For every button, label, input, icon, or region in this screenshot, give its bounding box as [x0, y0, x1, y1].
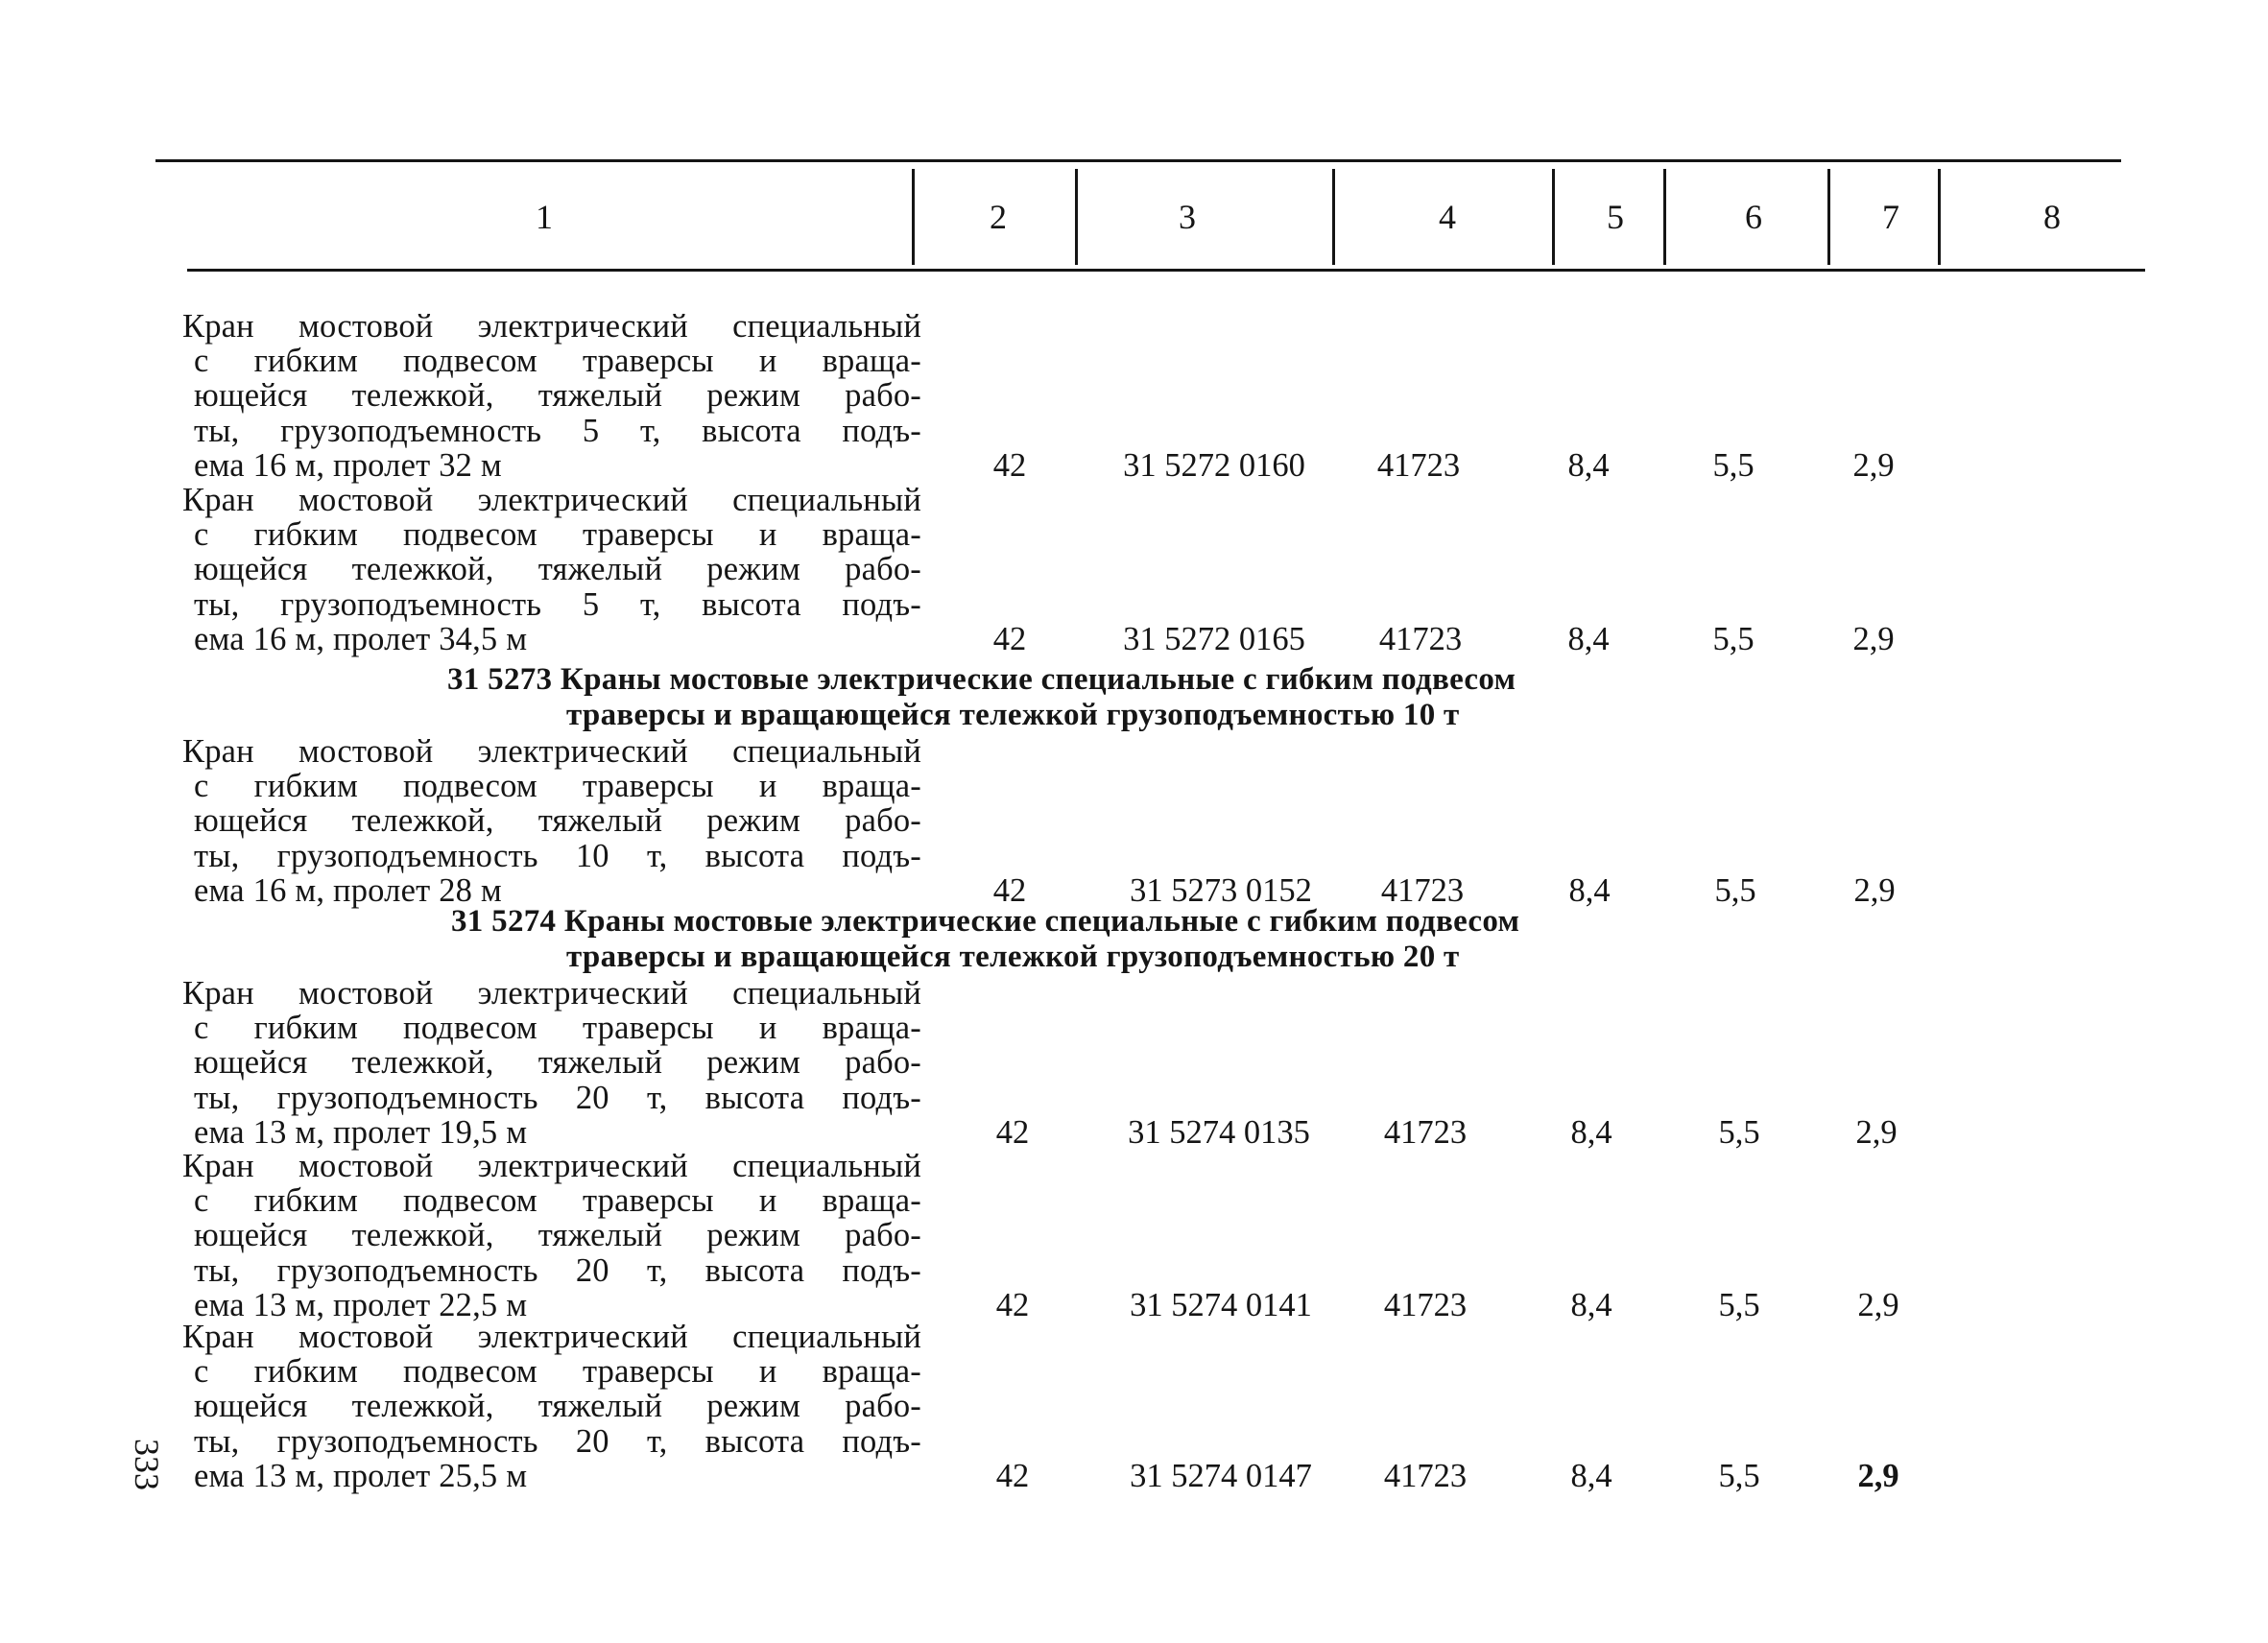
table-row-description [182, 976, 921, 1150]
table-cell-col4: 41723 [1380, 872, 1465, 909]
table-cell-col4: 41723 [1383, 1458, 1468, 1494]
description-line: ема 16 м, пролет 28 м [194, 871, 502, 909]
header-separator [1552, 169, 1555, 265]
table-row-description [182, 1320, 921, 1493]
group-heading-line: 31 5273 Краны мостовые электрические специальные с гибким подвесом [447, 662, 1516, 697]
table-cell-col6: 5,5 [1714, 872, 1756, 909]
table-cell-col3: 31 5274 0135 [1128, 1114, 1310, 1151]
table-cell-col4: 41723 [1383, 1287, 1468, 1323]
header-top-rule [155, 159, 2121, 162]
table-cell-col7: 2,9 [1853, 872, 1896, 909]
description-line: ема 13 м, пролет 25,5 м [194, 1457, 528, 1494]
description-line: с гибким подвесом траверсы и враща- [194, 516, 921, 554]
table-cell-col2: 42 [995, 1114, 1030, 1151]
header-col-2: 2 [990, 198, 1007, 236]
table-cell-col5: 8,4 [1567, 621, 1610, 657]
description-line: с гибким подвесом траверсы и враща- [194, 1353, 921, 1391]
description-line: ющейся тележкой, тяжелый режим рабо- [194, 802, 921, 840]
table-cell-col6: 5,5 [1718, 1287, 1760, 1323]
description-line: ты, грузоподъемность 10 т, высота подъ- [194, 837, 921, 874]
table-cell-col7: 2,9 [1857, 1287, 1899, 1323]
table-cell-col7: 2,9 [1852, 621, 1895, 657]
table-cell-col2: 42 [992, 621, 1027, 657]
table-row-description [182, 734, 921, 908]
description-line: Кран мостовой электрический специальный [182, 1319, 921, 1355]
description-line: ющейся тележкой, тяжелый режим рабо- [194, 1044, 921, 1082]
table-cell-col7: 2,9 [1852, 447, 1895, 484]
description-line: ты, грузоподъемность 20 т, высота подъ- [194, 1251, 921, 1289]
table-cell-col6: 5,5 [1718, 1458, 1760, 1494]
table-cell-col2: 42 [992, 447, 1027, 484]
header-col-7: 7 [1882, 198, 1899, 236]
description-line: ема 13 м, пролет 19,5 м [194, 1113, 528, 1151]
page-number: 333 [128, 1439, 166, 1490]
table-cell-col7: 2,9 [1855, 1114, 1898, 1151]
table-cell-col5: 8,4 [1570, 1458, 1612, 1494]
group-heading-line: траверсы и вращающейся тележкой грузоподъемностью 20 т [566, 940, 1460, 974]
table-cell-col2: 42 [995, 1458, 1030, 1494]
table-row-description [182, 483, 921, 656]
description-line: ющейся тележкой, тяжелый режим рабо- [194, 1217, 921, 1254]
header-col-1: 1 [536, 198, 553, 236]
table-cell-col5: 8,4 [1568, 872, 1611, 909]
table-cell-col4: 41723 [1376, 447, 1461, 484]
description-line: ты, грузоподъемность 5 т, высота подъ- [194, 585, 921, 623]
table-row-description [182, 309, 921, 483]
description-line: ющейся тележкой, тяжелый режим рабо- [194, 1388, 921, 1425]
description-line: ющейся тележкой, тяжелый режим рабо- [194, 377, 921, 415]
table-cell-col4: 41723 [1378, 621, 1463, 657]
description-line: ема 13 м, пролет 22,5 м [194, 1286, 528, 1323]
header-col-4: 4 [1439, 198, 1456, 236]
description-line: Кран мостовой электрический специальный [182, 482, 921, 518]
table-cell-col5: 8,4 [1570, 1114, 1612, 1151]
table-cell-col3: 31 5273 0152 [1130, 872, 1312, 909]
table-cell-col3: 31 5272 0160 [1123, 447, 1305, 484]
table-cell-col7: 2,9 [1857, 1458, 1899, 1494]
header-separator [1938, 169, 1941, 265]
description-line: с гибким подвесом траверсы и враща- [194, 768, 921, 805]
table-cell-col6: 5,5 [1712, 447, 1755, 484]
table-cell-col3: 31 5274 0147 [1130, 1458, 1312, 1494]
description-line: Кран мостовой электрический специальный [182, 308, 921, 345]
header-col-6: 6 [1745, 198, 1762, 236]
description-line: с гибким подвесом траверсы и враща- [194, 1010, 921, 1047]
description-line: с гибким подвесом траверсы и враща- [194, 343, 921, 380]
table-cell-col3: 31 5272 0165 [1123, 621, 1305, 657]
header-separator [1075, 169, 1078, 265]
table-row-description [182, 1149, 921, 1322]
table-cell-col6: 5,5 [1712, 621, 1755, 657]
description-line: Кран мостовой электрический специальный [182, 1148, 921, 1184]
description-line: ты, грузоподъемность 5 т, высота подъ- [194, 412, 921, 449]
table-cell-col4: 41723 [1383, 1114, 1468, 1151]
header-col-5: 5 [1607, 198, 1624, 236]
table-cell-col5: 8,4 [1567, 447, 1610, 484]
description-line: ты, грузоподъемность 20 т, высота подъ- [194, 1422, 921, 1460]
group-heading-line: траверсы и вращающейся тележкой грузоподъемностью 10 т [566, 698, 1460, 732]
description-line: Кран мостовой электрический специальный [182, 733, 921, 770]
description-line: ты, грузоподъемность 20 т, высота подъ- [194, 1079, 921, 1116]
group-heading-line: 31 5274 Краны мостовые электрические специальные с гибким подвесом [451, 904, 1520, 939]
header-separator [1663, 169, 1666, 265]
description-line: Кран мостовой электрический специальный [182, 975, 921, 1012]
header-separator [912, 169, 915, 265]
header-separator [1332, 169, 1335, 265]
description-line: с гибким подвесом траверсы и враща- [194, 1182, 921, 1220]
description-line: ема 16 м, пролет 32 м [194, 446, 502, 484]
header-col-8: 8 [2043, 198, 2061, 236]
header-bottom-rule [187, 269, 2145, 272]
description-line: ющейся тележкой, тяжелый режим рабо- [194, 551, 921, 588]
table-cell-col3: 31 5274 0141 [1130, 1287, 1312, 1323]
table-cell-col6: 5,5 [1718, 1114, 1760, 1151]
description-line: ема 16 м, пролет 34,5 м [194, 620, 528, 657]
header-col-3: 3 [1179, 198, 1196, 236]
table-cell-col5: 8,4 [1570, 1287, 1612, 1323]
table-cell-col2: 42 [995, 1287, 1030, 1323]
header-separator [1827, 169, 1830, 265]
table-cell-col2: 42 [992, 872, 1027, 909]
